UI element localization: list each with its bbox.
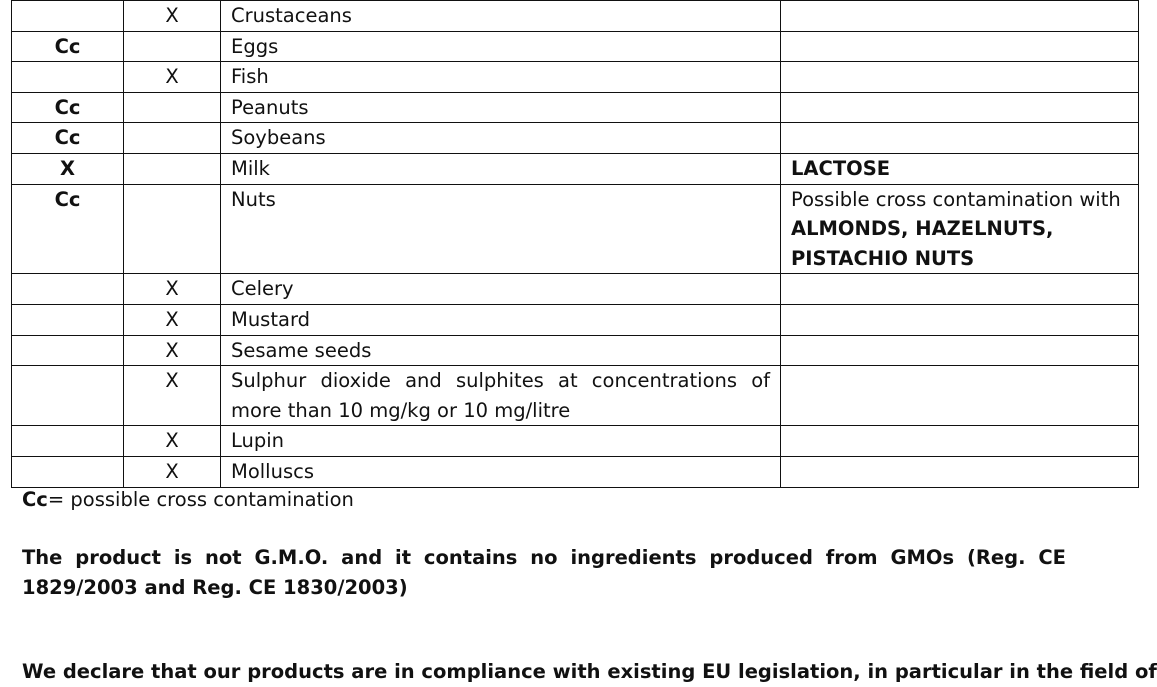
absent-cell: X bbox=[124, 456, 221, 487]
allergen-cell: Sulphur dioxide and sulphites at concentrations of more than 10 mg/kg or 10 mg/litre bbox=[221, 366, 781, 426]
notes-cell bbox=[781, 335, 1139, 366]
table-row bbox=[12, 304, 1139, 335]
absent-cell bbox=[124, 184, 221, 274]
contains-cell bbox=[12, 62, 124, 93]
allergen-cell: Mustard bbox=[221, 304, 781, 335]
table-row bbox=[12, 184, 1139, 274]
notes-cell bbox=[781, 1, 1139, 32]
absent-cell: X bbox=[124, 426, 221, 457]
allergen-cell: Eggs bbox=[221, 31, 781, 62]
allergen-table bbox=[11, 0, 1139, 488]
notes-cell bbox=[781, 62, 1139, 93]
allergen-cell: Sesame seeds bbox=[221, 335, 781, 366]
allergen-cell: Fish bbox=[221, 62, 781, 93]
notes-bold-text: ALMONDS, HAZELNUTS, PISTACHIO NUTS bbox=[791, 217, 1054, 270]
contains-cell bbox=[12, 456, 124, 487]
contains-cell bbox=[12, 366, 124, 426]
table-row bbox=[12, 426, 1139, 457]
table-row bbox=[12, 335, 1139, 366]
absent-cell bbox=[124, 123, 221, 154]
notes-cell bbox=[781, 366, 1139, 426]
notes-cell: LACTOSE bbox=[781, 153, 1139, 184]
contains-cell bbox=[12, 1, 124, 32]
absent-cell: X bbox=[124, 274, 221, 305]
absent-cell bbox=[124, 92, 221, 123]
absent-cell: X bbox=[124, 1, 221, 32]
table-row bbox=[12, 274, 1139, 305]
compliance-statement: We declare that our products are in compliance with existing EU legislation, in particular in the field of bbox=[22, 660, 1157, 683]
table-row bbox=[12, 1, 1139, 32]
table-row bbox=[12, 153, 1139, 184]
absent-cell: X bbox=[124, 366, 221, 426]
notes-cell bbox=[781, 184, 1139, 274]
absent-cell bbox=[124, 31, 221, 62]
contains-cell bbox=[12, 426, 124, 457]
contains-cell: Cc bbox=[12, 92, 124, 123]
contains-cell bbox=[12, 304, 124, 335]
absent-cell: X bbox=[124, 304, 221, 335]
gmo-statement: The product is not G.M.O. and it contains no ingredients produced from GMOs (Reg. CE 1829/2003 and Reg. CE 1830/2003) bbox=[22, 546, 1066, 599]
notes-cell bbox=[781, 456, 1139, 487]
allergen-cell: Milk bbox=[221, 153, 781, 184]
allergen-cell: Crustaceans bbox=[221, 1, 781, 32]
allergen-cell: Nuts bbox=[221, 184, 781, 274]
contains-cell: X bbox=[12, 153, 124, 184]
notes-cell bbox=[781, 92, 1139, 123]
legend-key: Cc bbox=[22, 488, 48, 511]
table-row bbox=[12, 123, 1139, 154]
table-row bbox=[12, 62, 1139, 93]
contains-cell bbox=[12, 274, 124, 305]
allergen-cell: Molluscs bbox=[221, 456, 781, 487]
notes-cell bbox=[781, 123, 1139, 154]
notes-cell bbox=[781, 304, 1139, 335]
table-row bbox=[12, 456, 1139, 487]
notes-cell bbox=[781, 426, 1139, 457]
allergen-cell: Celery bbox=[221, 274, 781, 305]
contains-cell: Cc bbox=[12, 123, 124, 154]
contains-cell: Cc bbox=[12, 31, 124, 62]
contains-cell bbox=[12, 335, 124, 366]
notes-cell bbox=[781, 274, 1139, 305]
allergen-cell: Peanuts bbox=[221, 92, 781, 123]
notes-text: Possible cross contamination with bbox=[791, 187, 1121, 211]
notes-cell bbox=[781, 31, 1139, 62]
absent-cell: X bbox=[124, 335, 221, 366]
absent-cell: X bbox=[124, 62, 221, 93]
allergen-cell: Lupin bbox=[221, 426, 781, 457]
absent-cell bbox=[124, 153, 221, 184]
table-row bbox=[12, 366, 1139, 426]
legend bbox=[22, 485, 354, 515]
table-row bbox=[12, 31, 1139, 62]
contains-cell: Cc bbox=[12, 184, 124, 274]
table-row bbox=[12, 92, 1139, 123]
allergen-cell: Soybeans bbox=[221, 123, 781, 154]
legend-text: = possible cross contamination bbox=[47, 488, 354, 511]
